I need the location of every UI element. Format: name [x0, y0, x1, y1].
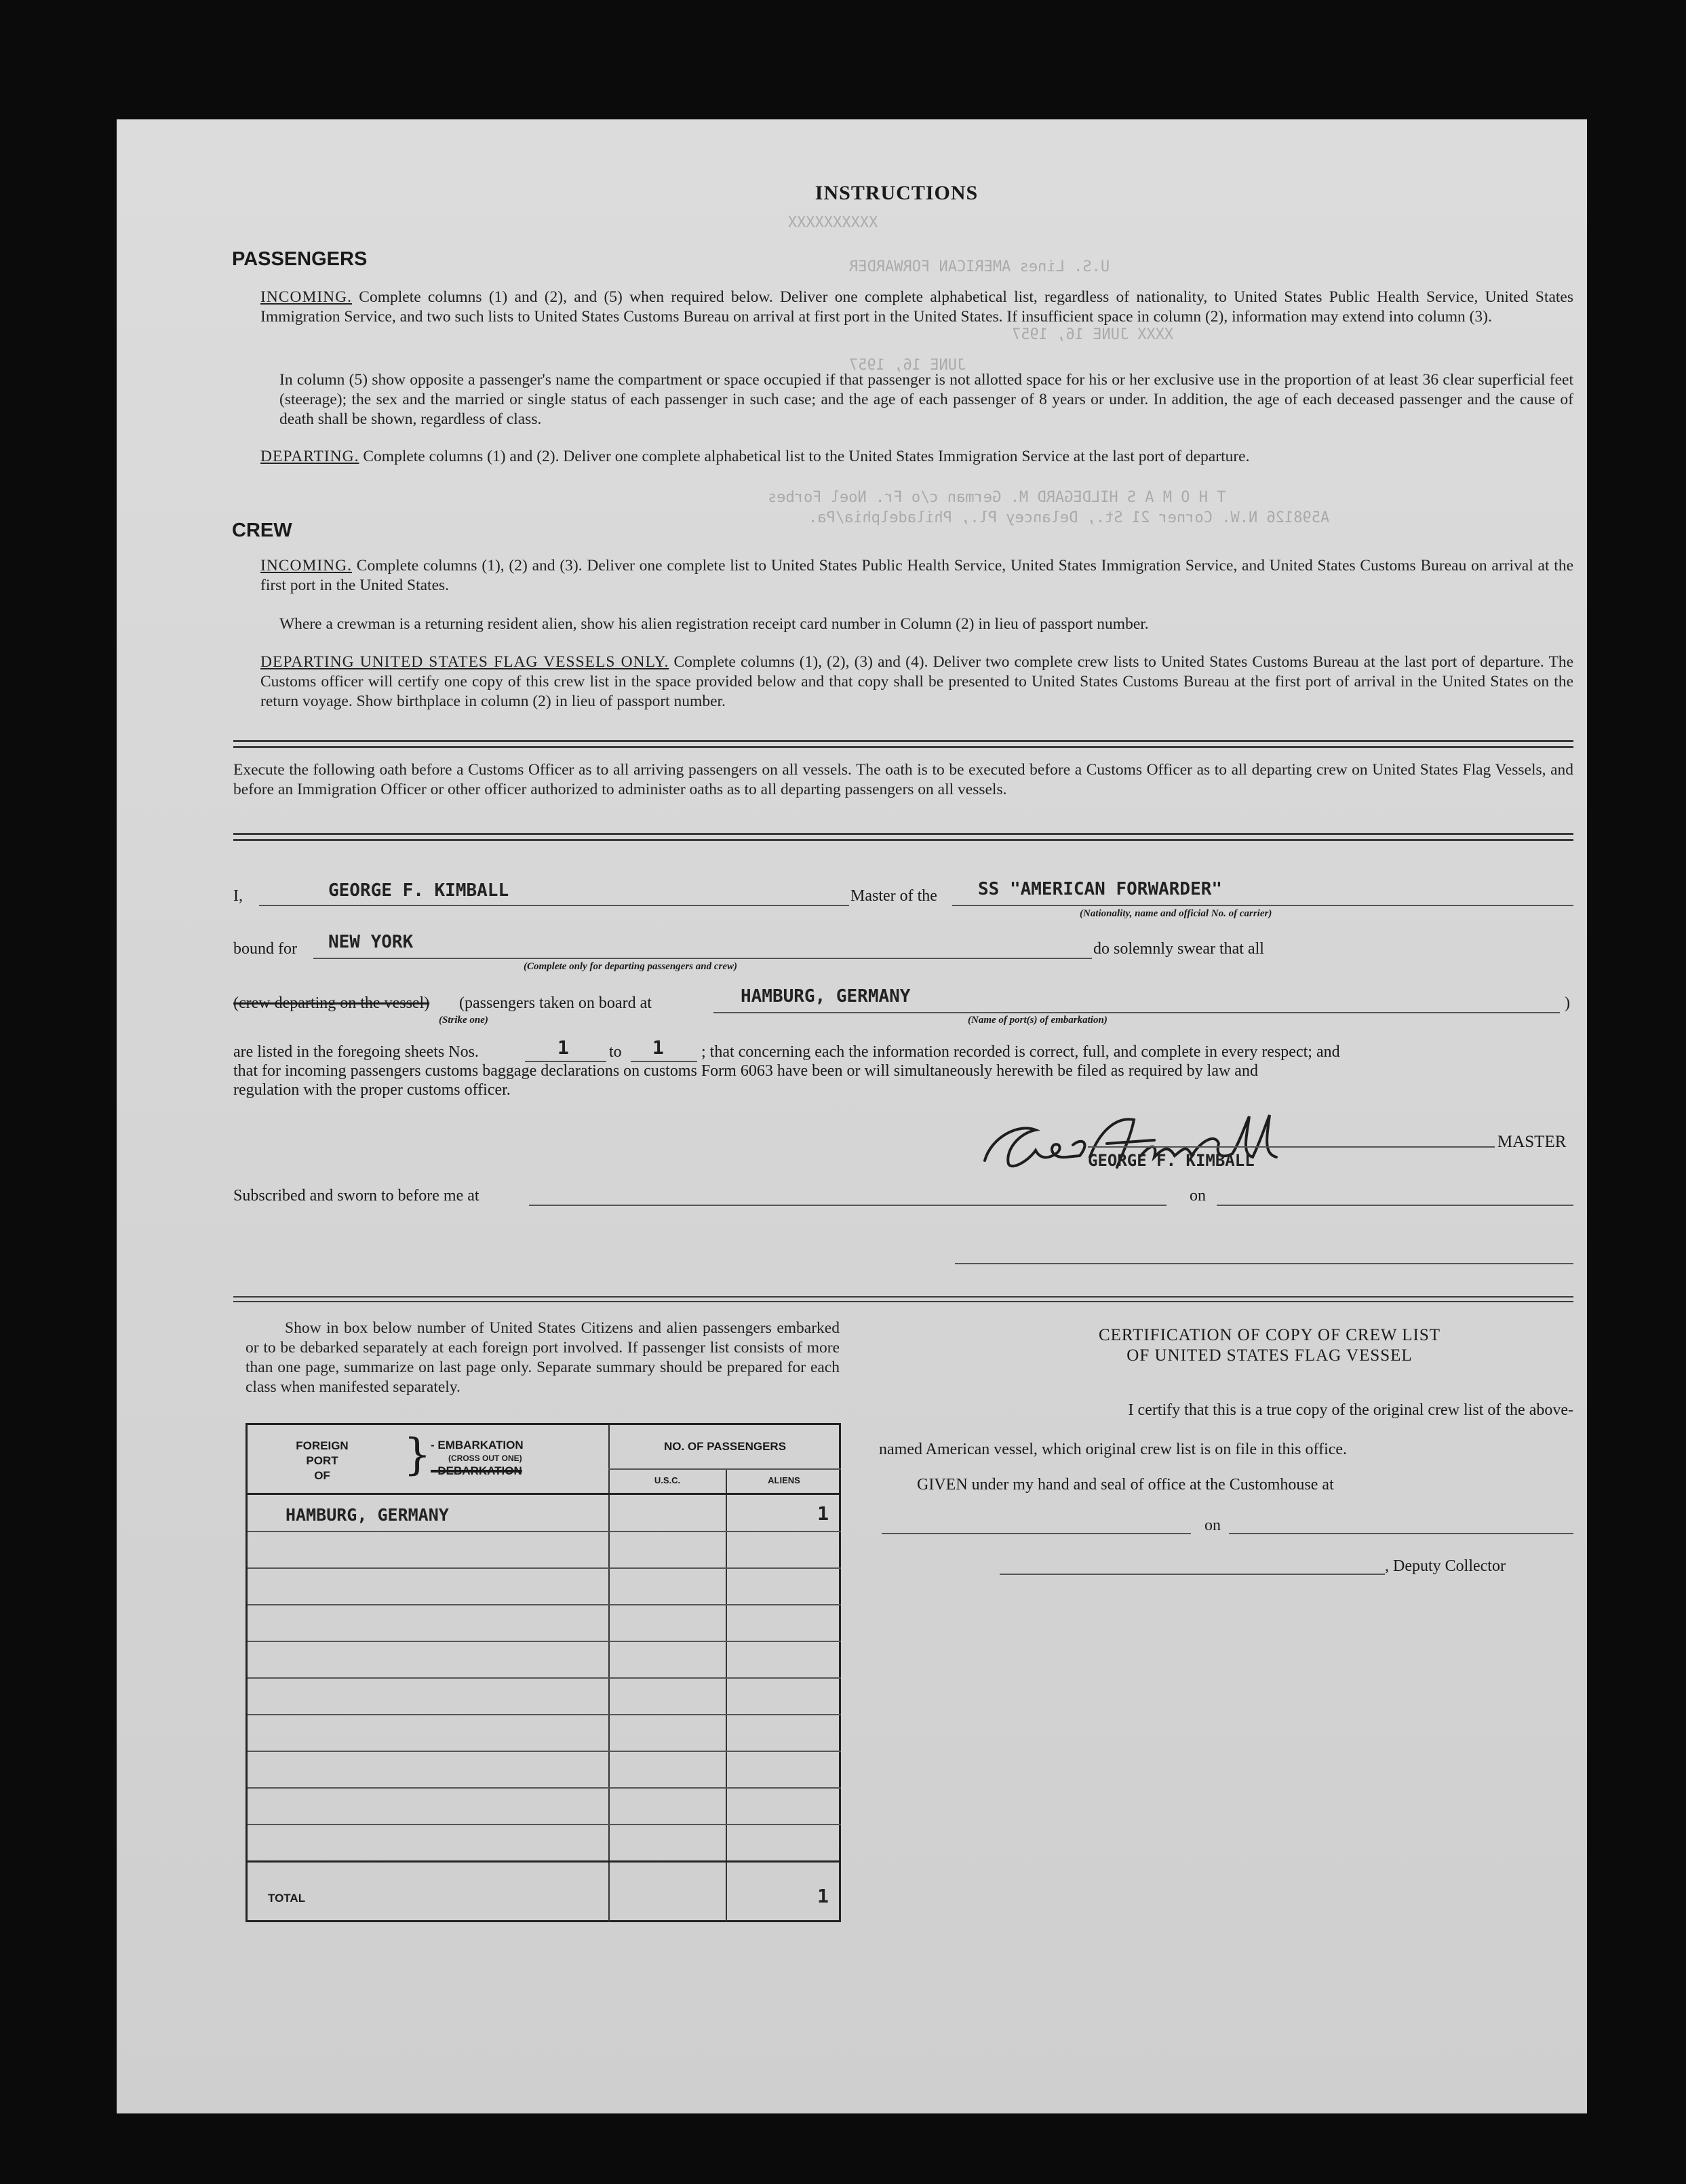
certification-date-line[interactable]: [1229, 1533, 1573, 1534]
listed-text-3: regulation with the proper customs officer.: [233, 1081, 511, 1099]
master-signature: [971, 1103, 1324, 1184]
summary-row-port: HAMBURG, GERMANY: [286, 1505, 449, 1525]
document-page: [117, 119, 1587, 2113]
crew-incoming: [260, 556, 1573, 596]
certification-heading-2: OF UNITED STATES FLAG VESSEL: [1126, 1346, 1413, 1365]
vessel-name: SS "AMERICAN FORWARDER": [978, 879, 1223, 899]
crew-incoming-text: Complete columns (1), (2) and (3). Deliver one complete list to United States Public Health Service, United States Immigration Service, and United States Customs Bureau on arrival at the first port in the United States.: [260, 557, 1573, 594]
certification-on-label: on: [1204, 1517, 1221, 1534]
total-label: TOTAL: [268, 1892, 306, 1905]
listed-label: are listed in the foregoing sheets Nos.: [233, 1043, 479, 1061]
crew-resident: Where a crewman is a returning resident alien, show his alien registration receipt card number in Column (2) in lieu of passport number.: [279, 615, 1149, 633]
show-through-4: JUNE 16, 1957: [849, 357, 966, 374]
divider-6: [233, 1301, 1573, 1302]
certification-line-2: named American vessel, which original crew list is on file in this office.: [879, 1441, 1348, 1458]
to-label: to: [609, 1043, 622, 1061]
master-label: MASTER: [1497, 1133, 1567, 1151]
crew-incoming-label: INCOMING.: [260, 557, 352, 574]
debarkation-header: - DEBARKATION: [431, 1464, 522, 1477]
destination-line: [313, 958, 1092, 959]
oath-i-label: I,: [233, 887, 243, 905]
total-aliens: 1: [817, 1885, 829, 1907]
show-through-1: XXXXXXXXXX: [788, 214, 878, 231]
passengers-incoming-label: INCOMING.: [260, 288, 352, 306]
certification-place-line[interactable]: [882, 1533, 1191, 1534]
certification-heading: [964, 1325, 1575, 1366]
show-through-5: T H O M A S HILDEGARD M. German c/o Fr. Noel Forbes: [768, 489, 1226, 506]
swear-text: do solemnly swear that all: [1093, 940, 1264, 958]
crew-struck: (crew departing on the vessel): [233, 994, 430, 1012]
passengers-departing-text: Complete columns (1) and (2). Deliver one complete alphabetical list to the United States Immigration Service at the last port of departure.: [363, 448, 1250, 465]
sheet-to: 1: [652, 1036, 664, 1059]
crew-departing-text: Complete columns (1), (2), (3) and (4). Deliver two complete crew lists to United States Customs Bureau at the last port of departure. The Customs officer will certify one copy of this crew list in the space provided below and that copy shall be presented to United States Customs Bureau at the first port of arrival in the United States on the return voyage. Show birthplace in column (2) in lieu of passport number.: [260, 653, 1574, 710]
passengers-column5: In column (5) show opposite a passenger's name the compartment or space occupied if that passenger is not allotted space for his or her exclusive use in the proportion of at least 36 clear superficial feet (steerage); the sex and the married or single status of each passenger in such case; and the age of each passenger of 8 years or under. In addition, the age of each deceased passenger and the cause of death shall be shown, regardless of class.: [279, 371, 1573, 428]
deputy-collector-line[interactable]: [1000, 1574, 1385, 1575]
signature-line: [1088, 1146, 1495, 1148]
passengers-departing-label: DEPARTING.: [260, 448, 359, 465]
embarkation-header: - EMBARKATION: [431, 1439, 524, 1451]
passengers-incoming: [260, 288, 1573, 327]
subscribed-on-label: on: [1190, 1187, 1206, 1205]
page-title: INSTRUCTIONS: [815, 182, 979, 204]
no-of-passengers-header: NO. OF PASSENGERS: [663, 1440, 787, 1453]
summary-row-aliens: 1: [817, 1502, 829, 1525]
master-of-label: Master of the: [850, 887, 937, 905]
passengers-departing: [260, 447, 1573, 467]
bound-for-label: bound for: [233, 940, 297, 958]
embark-line: [713, 1012, 1560, 1013]
certification-line-3: GIVEN under my hand and seal of office at the Customhouse at: [917, 1476, 1334, 1494]
passengers-incoming-text: Complete columns (1) and (2), and (5) when required below. Deliver one complete alphabetical list, regardless of nationality, to United States Public Health Service, United States Immigration Service, and two such lists to United States Customs Bureau on arrival at first port in the United States. If insufficient space in column (2), information may extend into column (3).: [260, 288, 1574, 326]
certification-line-1: I certify that this is a true copy of the original crew list of the above-: [1128, 1401, 1573, 1419]
master-name: GEORGE F. KIMBALL: [328, 880, 509, 901]
passengers-taken: (passengers taken on board at: [459, 994, 652, 1012]
passengers-heading: PASSENGERS: [232, 248, 368, 270]
sheet-from: 1: [557, 1036, 569, 1059]
crew-departing-label: DEPARTING UNITED STATES FLAG VESSELS ONLY.: [260, 653, 669, 671]
destination: NEW YORK: [328, 932, 414, 952]
strike-caption: (Strike one): [439, 1015, 488, 1026]
officer-signature-line[interactable]: [955, 1263, 1573, 1264]
embark-port: HAMBURG, GERMANY: [741, 986, 911, 1007]
show-through-6: A598126 N.W. Corner 21 St., Delancey Pl., Philadelphia/Pa.: [808, 509, 1330, 526]
crew-departing: [260, 652, 1573, 711]
brace-icon: }: [404, 1430, 431, 1480]
oath-instructions: Execute the following oath before a Customs Officer as to all arriving passengers on all vessels. The oath is to be executed before a Customs Officer as to all departing crew on United States Flag Vessels, and before an Immigration Officer or other officer authorized to administer oaths as to all departing passengers on all vessels.: [233, 761, 1573, 798]
port-caption: (Name of port(s) of embarkation): [968, 1015, 1107, 1026]
deputy-collector-label: , Deputy Collector: [1385, 1557, 1506, 1575]
signature-typed: GEORGE F. KIMBALL: [1088, 1151, 1255, 1170]
divider-1: [233, 740, 1573, 742]
crew-heading: CREW: [232, 520, 292, 541]
close-paren: ): [1565, 994, 1570, 1012]
divider-3: [233, 833, 1573, 835]
certification-heading-1: CERTIFICATION OF COPY OF CREW LIST: [1098, 1326, 1441, 1344]
master-name-line: [259, 905, 849, 906]
aliens-header: ALIENS: [768, 1475, 800, 1485]
listed-text: ; that concerning each the information recorded is correct, full, and complete in every respect; and: [701, 1043, 1340, 1061]
foreign-port-of-header: FOREIGN PORT OF: [296, 1439, 349, 1482]
divider-5: [233, 1296, 1573, 1298]
usc-header: U.S.C.: [654, 1475, 681, 1485]
listed-text-2: that for incoming passengers customs baggage declarations on customs Form 6063 have been or will simultaneously herewith be filed as required by law and: [233, 1062, 1258, 1080]
summary-intro: Show in box below number of United States Citizens and alien passengers embarked or to be debarked separately at each foreign port involved. If passenger list consists of more than one page, summarize on last page only. Separate summary should be prepared for each class when manifested separately.: [246, 1319, 840, 1396]
divider-2: [233, 746, 1573, 748]
vessel-caption: (Nationality, name and official No. of carrier): [1080, 908, 1272, 919]
show-through-3: XXXX JUNE 16, 1957: [1012, 326, 1174, 343]
show-through-2: U.S. Lines AMERICAN FORWARDER: [849, 258, 1110, 275]
divider-4: [233, 839, 1573, 841]
cross-out-one: (CROSS OUT ONE): [448, 1454, 522, 1463]
destination-caption: (Complete only for departing passengers and crew): [524, 961, 737, 972]
passenger-summary-table: [246, 1423, 841, 1922]
subscribed-place-line[interactable]: [529, 1205, 1167, 1206]
subscribed-label: Subscribed and sworn to before me at: [233, 1187, 479, 1205]
vessel-line: [952, 905, 1573, 906]
subscribed-date-line[interactable]: [1217, 1205, 1573, 1206]
